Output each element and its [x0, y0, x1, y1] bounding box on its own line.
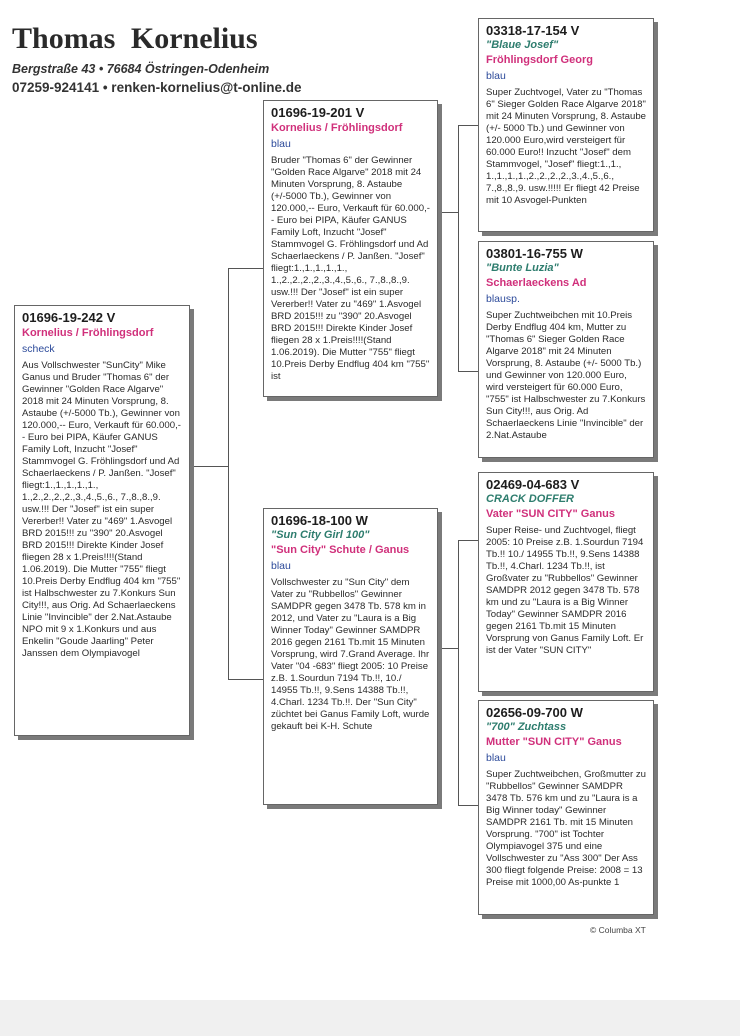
copyright: © Columba XT [590, 925, 646, 935]
ring-number: 03801-16-755 W [486, 246, 583, 261]
color: scheck [22, 343, 55, 355]
ring-number: 01696-19-242 V [22, 310, 116, 325]
connector-father-vertical [458, 125, 459, 371]
description: Bruder "Thomas 6" der Gewinner "Golden Race Algarve" 2018 mit 24 Minuten Vorsprung, 8. Astaube (+/-5000 Tb.), Gewinner von 120.000,-- Euro, Verkauft für 60.000,-- Euro bei PIPA, Käufer GANUS Family Loft, Inzucht "Josef" Stammvogel G. Fröhlingsdorf und Ad Schaerlaeckens / P. Janßen. "Josef" fliegt:1.,1.,1.,1.,1., 1.,2.,2.,2.,2.,3.,4.,5.,6., 7.,8.,8.,9. usw.!!! Der "Josef" ist ein super Vererber!! Vater zu "469" 1.Asvogel BRD 2015!!! zu "390" 20.Asvogel BRD 2015!!! Direkte Kinder Josef fliegen 28 x 1.Preis!!!!(Stand 1.06.2019). Die Mutter "755" fliegt 10.Preis Derby Endflug 404 km "755" ist [271, 155, 430, 382]
connector-to-mother [228, 679, 263, 680]
pedigree-card-father [263, 100, 438, 397]
breeder: Vater "SUN CITY" Ganus [486, 508, 616, 520]
breeder: Mutter "SUN CITY" Ganus [486, 736, 622, 748]
breeder: "Sun City" Schute / Ganus [271, 544, 410, 556]
description: Vollschwester zu "Sun City" dem Vater zu "Rubbellos" Gewinner SAMDPR gegen 3478 Tb. 578 km in 2012, und Vater zu "Laura is a Big Winner Today" Gewinner SAMDPR 2016 gegen 2161 Tb.mit 15 Minuten Vorsprung, wird 7.Grand Average. Ihr Vater "04 -683" fliegt 2005: 10 Preise z.B. 1.Sourdun 7194 Tb.!!, 10./ 14955 Tb.!!, 9.Sens 14388 Tb.!!, 4.Charl. 1234 Tb.!!. Der "Sun City" züchtet bei Ganus Family Loft, wurde gekauft bei K-H. Schute [271, 577, 430, 732]
connector-mother-vertical [458, 540, 459, 805]
pigeon-name: "Sun City Girl 100" [271, 529, 370, 541]
owner-address: Bergstraße 43 • 76684 Östringen-Odenheim [12, 62, 270, 76]
pedigree-card-fm [478, 241, 654, 458]
description: Super Zuchtweibchen, Großmutter zu "Rubbellos" Gewinner SAMDPR 3478 Tb. 576 km und zu "Laura is a Big Winner today" Gewinner SAMDPR 2161 Tb. mit 15 Minuten Vorsprung. "700" ist Tochter Olympiavogel 375 und eine Vollschwester zu "Ass 300" Der Ass 300 fliegt folgende Preise: 2008 = 13 Preise mit 1000,00 As-punkte 1 [486, 769, 646, 888]
pedigree-card-mm [478, 700, 654, 915]
ring-number: 02469-04-683 V [486, 477, 580, 492]
pedigree-card-mother [263, 508, 438, 805]
ring-number: 01696-19-201 V [271, 105, 365, 120]
ring-number: 03318-17-154 V [486, 23, 580, 38]
page-bottom-band [0, 1000, 740, 1036]
connector-to-ff [458, 125, 478, 126]
pedigree-card-mf [478, 472, 654, 692]
connector-main-vertical [228, 268, 229, 679]
description: Super Reise- und Zuchtvogel, fliegt 2005: 10 Preise z.B. 1.Sourdun 7194 Tb.!! 10./ 14955 Tb.!!, 9.Sens 14388 Tb.!!, 4.Charl. 1234 Tb.!!, ist Großvater zu "Rubbellos" Gewinner SAMDPR 2012 gegen 3478 Tb. 578 km und zu "Laura is a Big Winner Today" Gewinner SAMDPR 2016 gegen 2161 Tb.mit 15 Minuten Vorsprung von Ganus Family Loft. Er ist der Vater "SUN CITY" [486, 525, 644, 656]
color: blau [271, 560, 291, 572]
connector-to-mm [458, 805, 478, 806]
pigeon-name: "Blaue Josef" [486, 39, 559, 51]
pigeon-name: "700" Zuchtass [486, 721, 567, 733]
ring-number: 01696-18-100 W [271, 513, 368, 528]
owner-contact: 07259-924141 • renken-kornelius@t-online.de [12, 80, 302, 95]
breeder: Kornelius / Fröhlingsdorf [22, 327, 154, 339]
color: blau [486, 70, 506, 82]
color: blau [486, 752, 506, 764]
connector-mother [438, 648, 458, 649]
breeder: Schaerlaeckens Ad [486, 277, 587, 289]
pedigree-card-main [14, 305, 190, 736]
connector-to-fm [458, 371, 478, 372]
description: Super Zuchtweibchen mit 10.Preis Derby Endflug 404 km, Mutter zu "Thomas 6" Sieger Golden Race Algarve 2018" mit 24 Minuten Vorsprung, 8. Astaube (+/- 5000 Tb.) und Gewinner von 120.000 Euro, wird versteigert für 60.000 Euro, "755" ist Halbschwester zu 7.Konkurs Sun City!!!, aus Orig. Ad Schaerlaeckens Linie "Invincible" der 2.Nat.Astaube [486, 310, 646, 441]
connector-to-mf [458, 540, 478, 541]
connector-main [190, 466, 228, 467]
owner-name: Thomas Kornelius [12, 22, 258, 55]
pigeon-name: CRACK DOFFER [486, 493, 574, 505]
description: Super Zuchtvogel, Vater zu "Thomas 6" Sieger Golden Race Algarve 2018" mit 24 Minuten Vorsprung, 8. Astaube (+/- 5000 Tb.) und Gewinner von 120.000 Euro,wird versteigert für 60.000 Euro!! Inzucht "Josef" dem Stammvogel, "Josef" fliegt:1.,1., 1.,1.,1.,1.,2.,2.,2.,2.,3.,4.,5.,6., 7.,8.,8.,9. usw.!!!!! Er fliegt 42 Preise mit 10 Asvogel-Punkten [486, 87, 646, 206]
ring-number: 02656-09-700 W [486, 705, 583, 720]
color: blau [271, 138, 291, 150]
description: Aus Vollschwester "SunCity" Mike Ganus und Bruder "Thomas 6" der Gewinner "Golden Race Algarve" 2018 mit 24 Minuten Vorsprung, 8. Astaube (+/-5000 Tb.), Gewinner von 120.000,-- Euro, Verkauft für 60.000,-- Euro bei PIPA, Käufer GANUS Family Loft, Inzucht "Josef" Stammvogel G. Fröhlingsdorf und Ad Schaerlaeckens / P. Janßen. "Josef" fliegt:1.,1.,1.,1.,1., 1.,2.,2.,2.,2.,3.,4.,5.,6., 7.,8.,8.,9. usw.!!! Der "Josef" ist ein super Vererber!! Vater zu "469" 1.Asvogel BRD 2015!!! zu "390" 20.Asvogel BRD 2015!!! Direkte Kinder Josef fliegen 28 x 1.Preis!!!!(Stand 1.06.2019). Die Mutter "755" fliegt 10.Preis Derby Endflug 404 km "755" ist Halbschwester zu 7.Konkurs Sun City!!!, aus Orig. Ad Schaerlaeckens Linie "Invincible" der 2.Nat.Astaube NPO mit 9 x 1.Konkurs und aus Enkelin "Goude Jaarling" Peter Janssen dem Olympiavogel [22, 360, 181, 659]
breeder: Fröhlingsdorf Georg [486, 54, 593, 66]
connector-father [438, 212, 458, 213]
connector-to-father [228, 268, 263, 269]
pedigree-card-ff [478, 18, 654, 232]
color: blausp. [486, 293, 520, 305]
pigeon-name: "Bunte Luzia" [486, 262, 559, 274]
breeder: Kornelius / Fröhlingsdorf [271, 122, 403, 134]
